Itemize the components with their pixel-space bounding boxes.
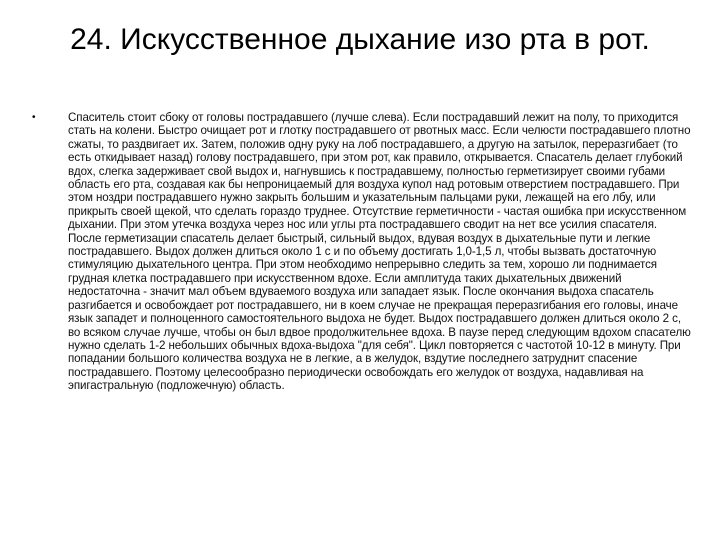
slide-title: 24. Искусственное дыхание изо рта в рот.	[70, 23, 650, 56]
bullet-list	[32, 111, 692, 393]
bullet-text: Спаситель стоит сбоку от головы пострадавшего (лучше слева). Если пострадавший лежит на полу, то приходится стать на колени. Быстро очищает рот и глотку пострадавшего от рвотных масс. Если челюсти пострадавшего плотно сжаты, то раздвигает их. Затем, положив одну руку на лоб пострадавшего, а другую на затылок, переразгибает (то есть откидывает назад) голову пострадавшего, при этом рот, как правило, открывается. Спасатель делает глубокий вдох, слегка задерживает свой выдох и, нагнувшись к пострадавшему, полностью герметизирует своими губами область его рта, создавая как бы непроницаемый для воздуха купол над ротовым отверстием пострадавшего. При этом ноздри пострадавшего нужно закрыть большим и указательным пальцами руки, лежащей на его лбу, или прикрыть своей щекой, что сделать гораздо труднее. Отсутствие герметичности - частая ошибка при искусственном дыхании. При этом утечка воздуха через нос или углы рта пострадавшего сводит на нет все усилия спасателя. После герметизации спасатель делает быстрый, сильный выдох, вдувая воздух в дыхательные пути и легкие пострадавшего. Выдох должен длиться около 1 с и по объему достигать 1,0-1,5 л, чтобы вызвать достаточную стимуляцию дыхательного центра. При этом необходимо непрерывно следить за тем, хорошо ли поднимается грудная клетка пострадавшего при искусственном вдохе. Если амплитуда таких дыхательных движений недостаточна - значит мал объем вдуваемого воздуха или западает язык. После окончания выдоха спасатель разгибается и освобождает рот пострадавшего, ни в коем случае не прекращая переразгибания его головы, иначе язык западет и полноценного самостоятельного выдоха не будет. Выдох пострадавшего должен длиться около 2 с, во всяком случае лучше, чтобы он был вдвое продолжительнее вдоха. В паузе перед следующим вдохом спасателю нужно сделать 1-2 небольших обычных вдоха-выдоха "для себя". Цикл повторяется с частотой 10-12 в минуту. При попадании большого количества воздуха не в легкие, а в желудок, вздутие последнего затруднит спасение пострадавшего. Поэтому целесообразно периодически освобождать его желудок от воздуха, надавливая на эпигастральную (подложечную) область.	[68, 111, 691, 393]
bullet-icon: •	[32, 112, 36, 123]
bullet-item	[32, 111, 692, 393]
